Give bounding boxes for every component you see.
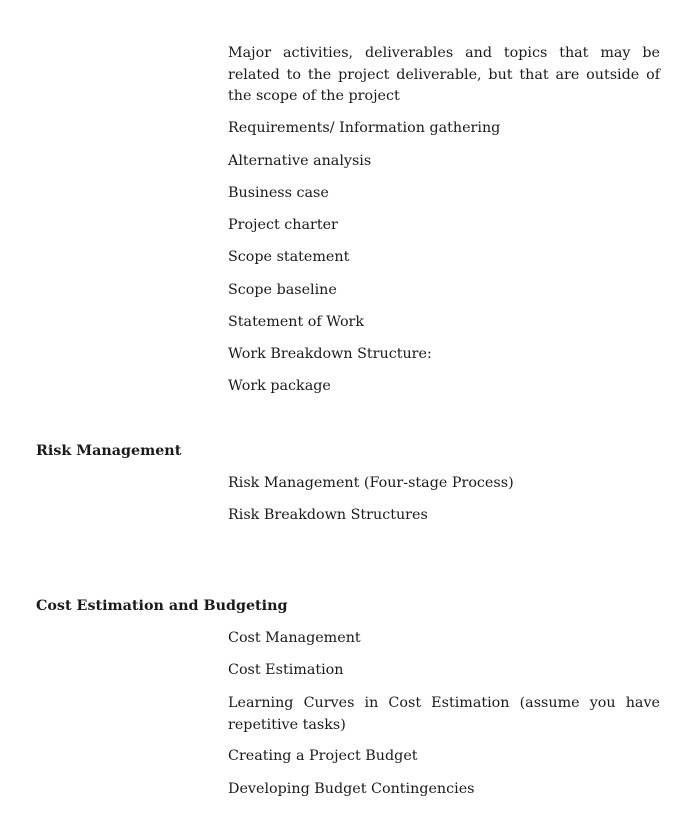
cost-estimation-heading: Cost Estimation and Budgeting (36, 598, 288, 614)
risk-item-breakdown: Risk Breakdown Structures (228, 507, 428, 523)
risk-item-process: Risk Management (Four-stage Process) (228, 475, 514, 491)
risk-management-heading: Risk Management (36, 443, 182, 459)
scope-item-statement-of-work: Statement of Work (228, 314, 365, 330)
cost-item-learning-curves: Learning Curves in Cost Estimation (assume you have repetitive tasks) (228, 695, 660, 733)
scope-item-work-package: Work package (228, 378, 331, 394)
scope-item-scope-statement: Scope statement (228, 249, 350, 265)
cost-item-management: Cost Management (228, 630, 361, 646)
scope-item-project-charter: Project charter (228, 217, 338, 233)
scope-item-scope-baseline: Scope baseline (228, 282, 337, 298)
cost-item-project-budget: Creating a Project Budget (228, 748, 418, 764)
scope-item-requirements: Requirements/ Information gathering (228, 120, 501, 136)
scope-item-alternative-analysis: Alternative analysis (228, 153, 372, 169)
scope-item-business-case: Business case (228, 185, 329, 201)
scope-item-excluded-activities: Major activities, deliverables and topics that may be related to the project deliverable, but that are outside of the scope of the project (228, 45, 660, 104)
cost-item-budget-contingencies: Developing Budget Contingencies (228, 781, 475, 797)
scope-item-wbs: Work Breakdown Structure: (228, 346, 432, 362)
cost-item-estimation: Cost Estimation (228, 662, 344, 678)
